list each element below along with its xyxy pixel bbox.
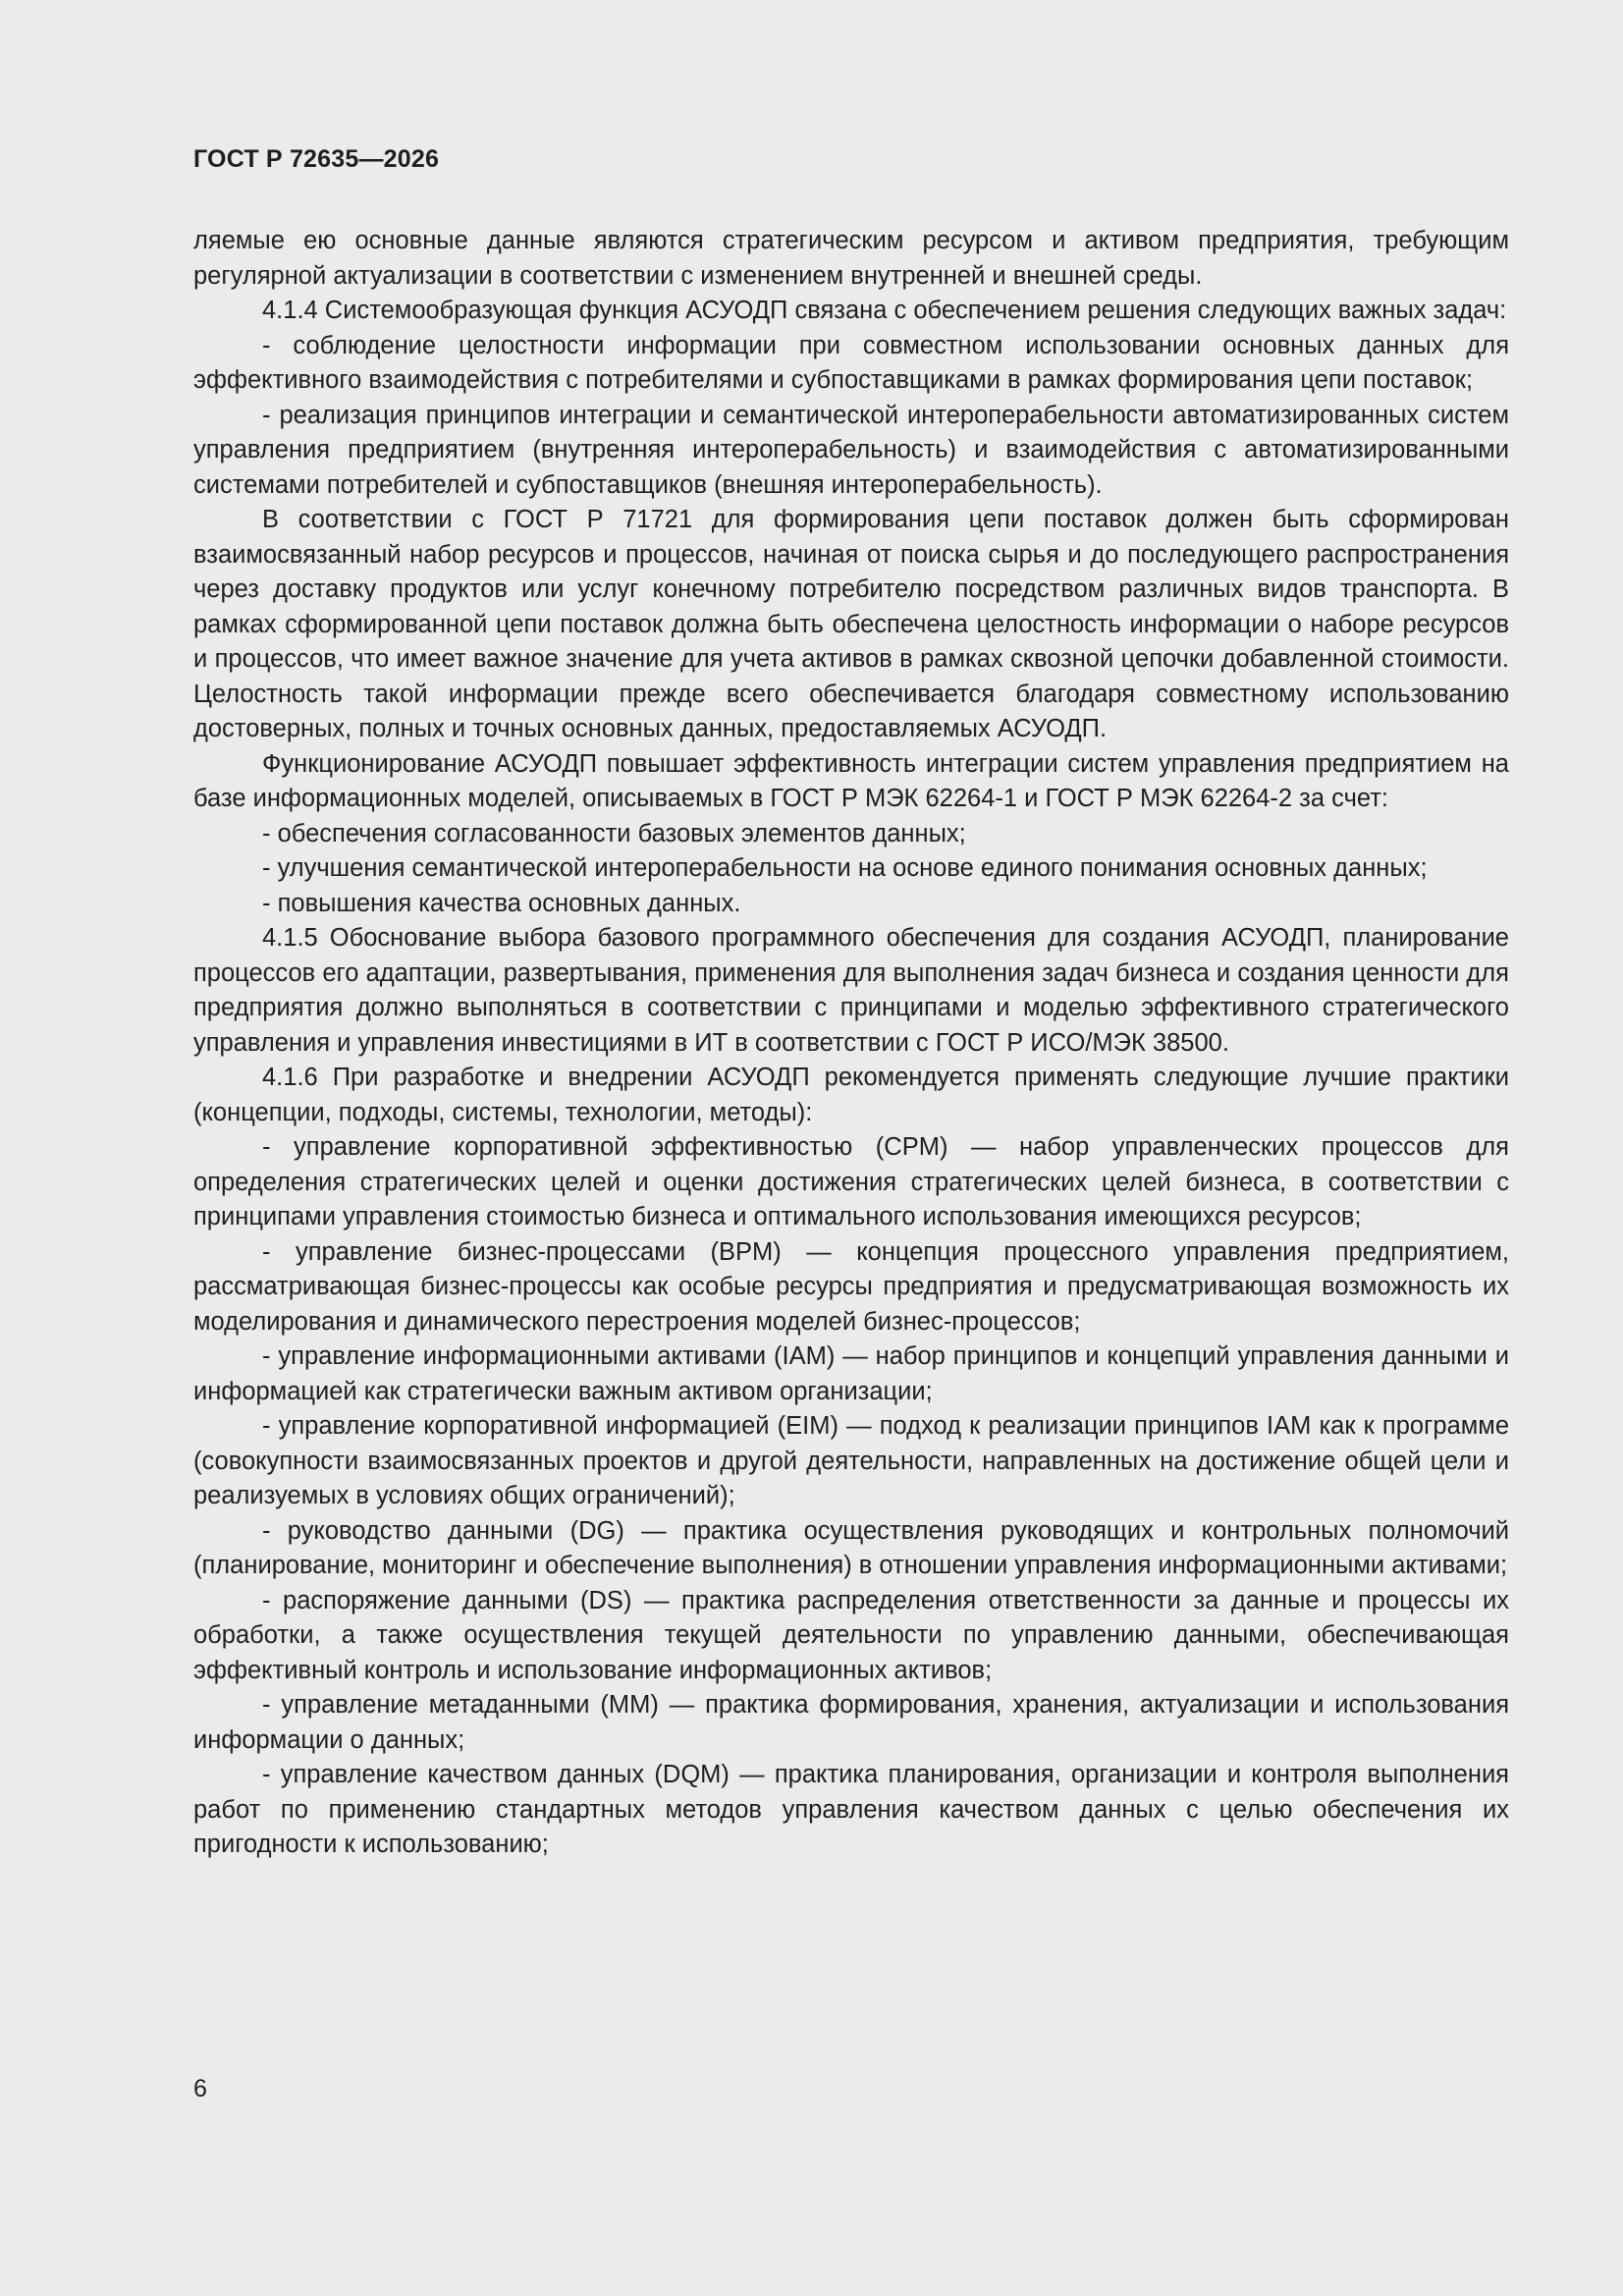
list-item: - управление информационными активами (IAM) — набор принципов и концепций управления данными и информацией как стратегически важным активом организации; [193,1342,1509,1405]
list-item: - распоряжение данными (DS) — практика распределения ответственности за данные и процессы их обработки, а также осуществления текущей деятельности по управлению данными, обеспечивающая эффективный контроль и использование информационных активов; [193,1586,1509,1684]
list-item: - управление качеством данных (DQM) — практика планирования, организации и контроля выполнения работ по применению стандартных методов управления качеством данных с целью обеспечения их пригодности к использованию; [193,1761,1509,1858]
paragraph: Функционирование АСУОДП повышает эффективность интеграции систем управления предприятием на базе информационных моделей, описываемых в ГОСТ Р МЭК 62264-1 и ГОСТ Р МЭК 62264-2 за счет: [193,749,1509,812]
list-item: - управление корпоративной информацией (EIM) — подход к реализации принципов IAM как к программе (совокупности взаимосвязанных проектов и другой деятельности, направленных на достижение общей цели и реализуемых в условиях общих ограничений); [193,1412,1509,1509]
clause-4-1-6: 4.1.6 При разработке и внедрении АСУОДП рекомендуется применять следующие лучшие практики (концепции, подходы, системы, технологии, методы): [193,1064,1509,1126]
page-number: 6 [193,2075,207,2103]
list-item: - соблюдение целостности информации при совместном использовании основных данных для эффективного взаимодействия с потребителями и субпоставщиками в рамках формирования цепи поставок; [193,331,1509,394]
document-header: ГОСТ Р 72635—2026 [193,145,440,173]
list-item: - повышения качества основных данных. [262,889,741,917]
list-item: - руководство данными (DG) — практика осуществления руководящих и контрольных полномочий (планирование, мониторинг и обеспечение выполнения) в отношении управления информационными активами; [193,1516,1509,1579]
list-item: - реализация принципов интеграции и семантической интероперабельности автоматизированных систем управления предприятием (внутренняя интероперабельность) и взаимодействия с автоматизированными системами потребителей и субпоставщиков (внешняя интероперабельность). [193,401,1509,499]
list-item: - управление бизнес-процессами (BPM) — концепция процессного управления предприятием, рассматривающая бизнес-процессы как особые ресурсы предприятия и предусматривающая возможность их моделирования и динамического перестроения моделей бизнес-процессов; [193,1237,1509,1336]
paragraph: ляемые ею основные данные являются стратегическим ресурсом и активом предприятия, требующим регулярной актуализации в соответствии с изменением внутренней и внешней среды. [193,227,1509,290]
list-item: - управление метаданными (MM) — практика формирования, хранения, актуализации и использования информации о данных; [193,1691,1509,1754]
document-body [193,224,1509,1863]
clause-4-1-4: 4.1.4 Системообразующая функция АСУОДП связана с обеспечением решения следующих важных задач: [262,297,1507,324]
list-item: - управление корпоративной эффективностью (CPM) — набор управленческих процессов для определения стратегических целей и оценки достижения стратегических целей бизнеса, в соответствии с принципами управления стоимостью бизнеса и оптимального использования имеющихся ресурсов; [193,1133,1509,1230]
list-item: - улучшения семантической интероперабельности на основе единого понимания основных данных; [262,854,1428,882]
clause-4-1-5: 4.1.5 Обоснование выбора базового программного обеспечения для создания АСУОДП, планирование процессов его адаптации, развертывания, применения для выполнения задач бизнеса и создания ценности для предприятия должно выполняться в соответствии с принципами и моделью эффективного стратегического управления и управления инвестициями в ИТ в соответствии с ГОСТ Р ИСО/МЭК 38500. [193,924,1509,1057]
list-item: - обеспечения согласованности базовых элементов данных; [262,819,966,847]
paragraph: В соответствии с ГОСТ Р 71721 для формирования цепи поставок должен быть сформирован взаимосвязанный набор ресурсов и процессов, начиная от поиска сырья и до последующего распространения через доставку продуктов или услуг конечному потребителю посредством различных видов транспорта. В рамках сформированной цепи поставок должна быть обеспечена целостность информации о наборе ресурсов и процессов, что имеет важное значение для учета активов в рамках сквозной цепочки добавленной стоимости. Целостность такой информации прежде всего обеспечивается благодаря совместному использованию достоверных, полных и точных основных данных, предоставляемых АСУОДП. [193,506,1509,742]
